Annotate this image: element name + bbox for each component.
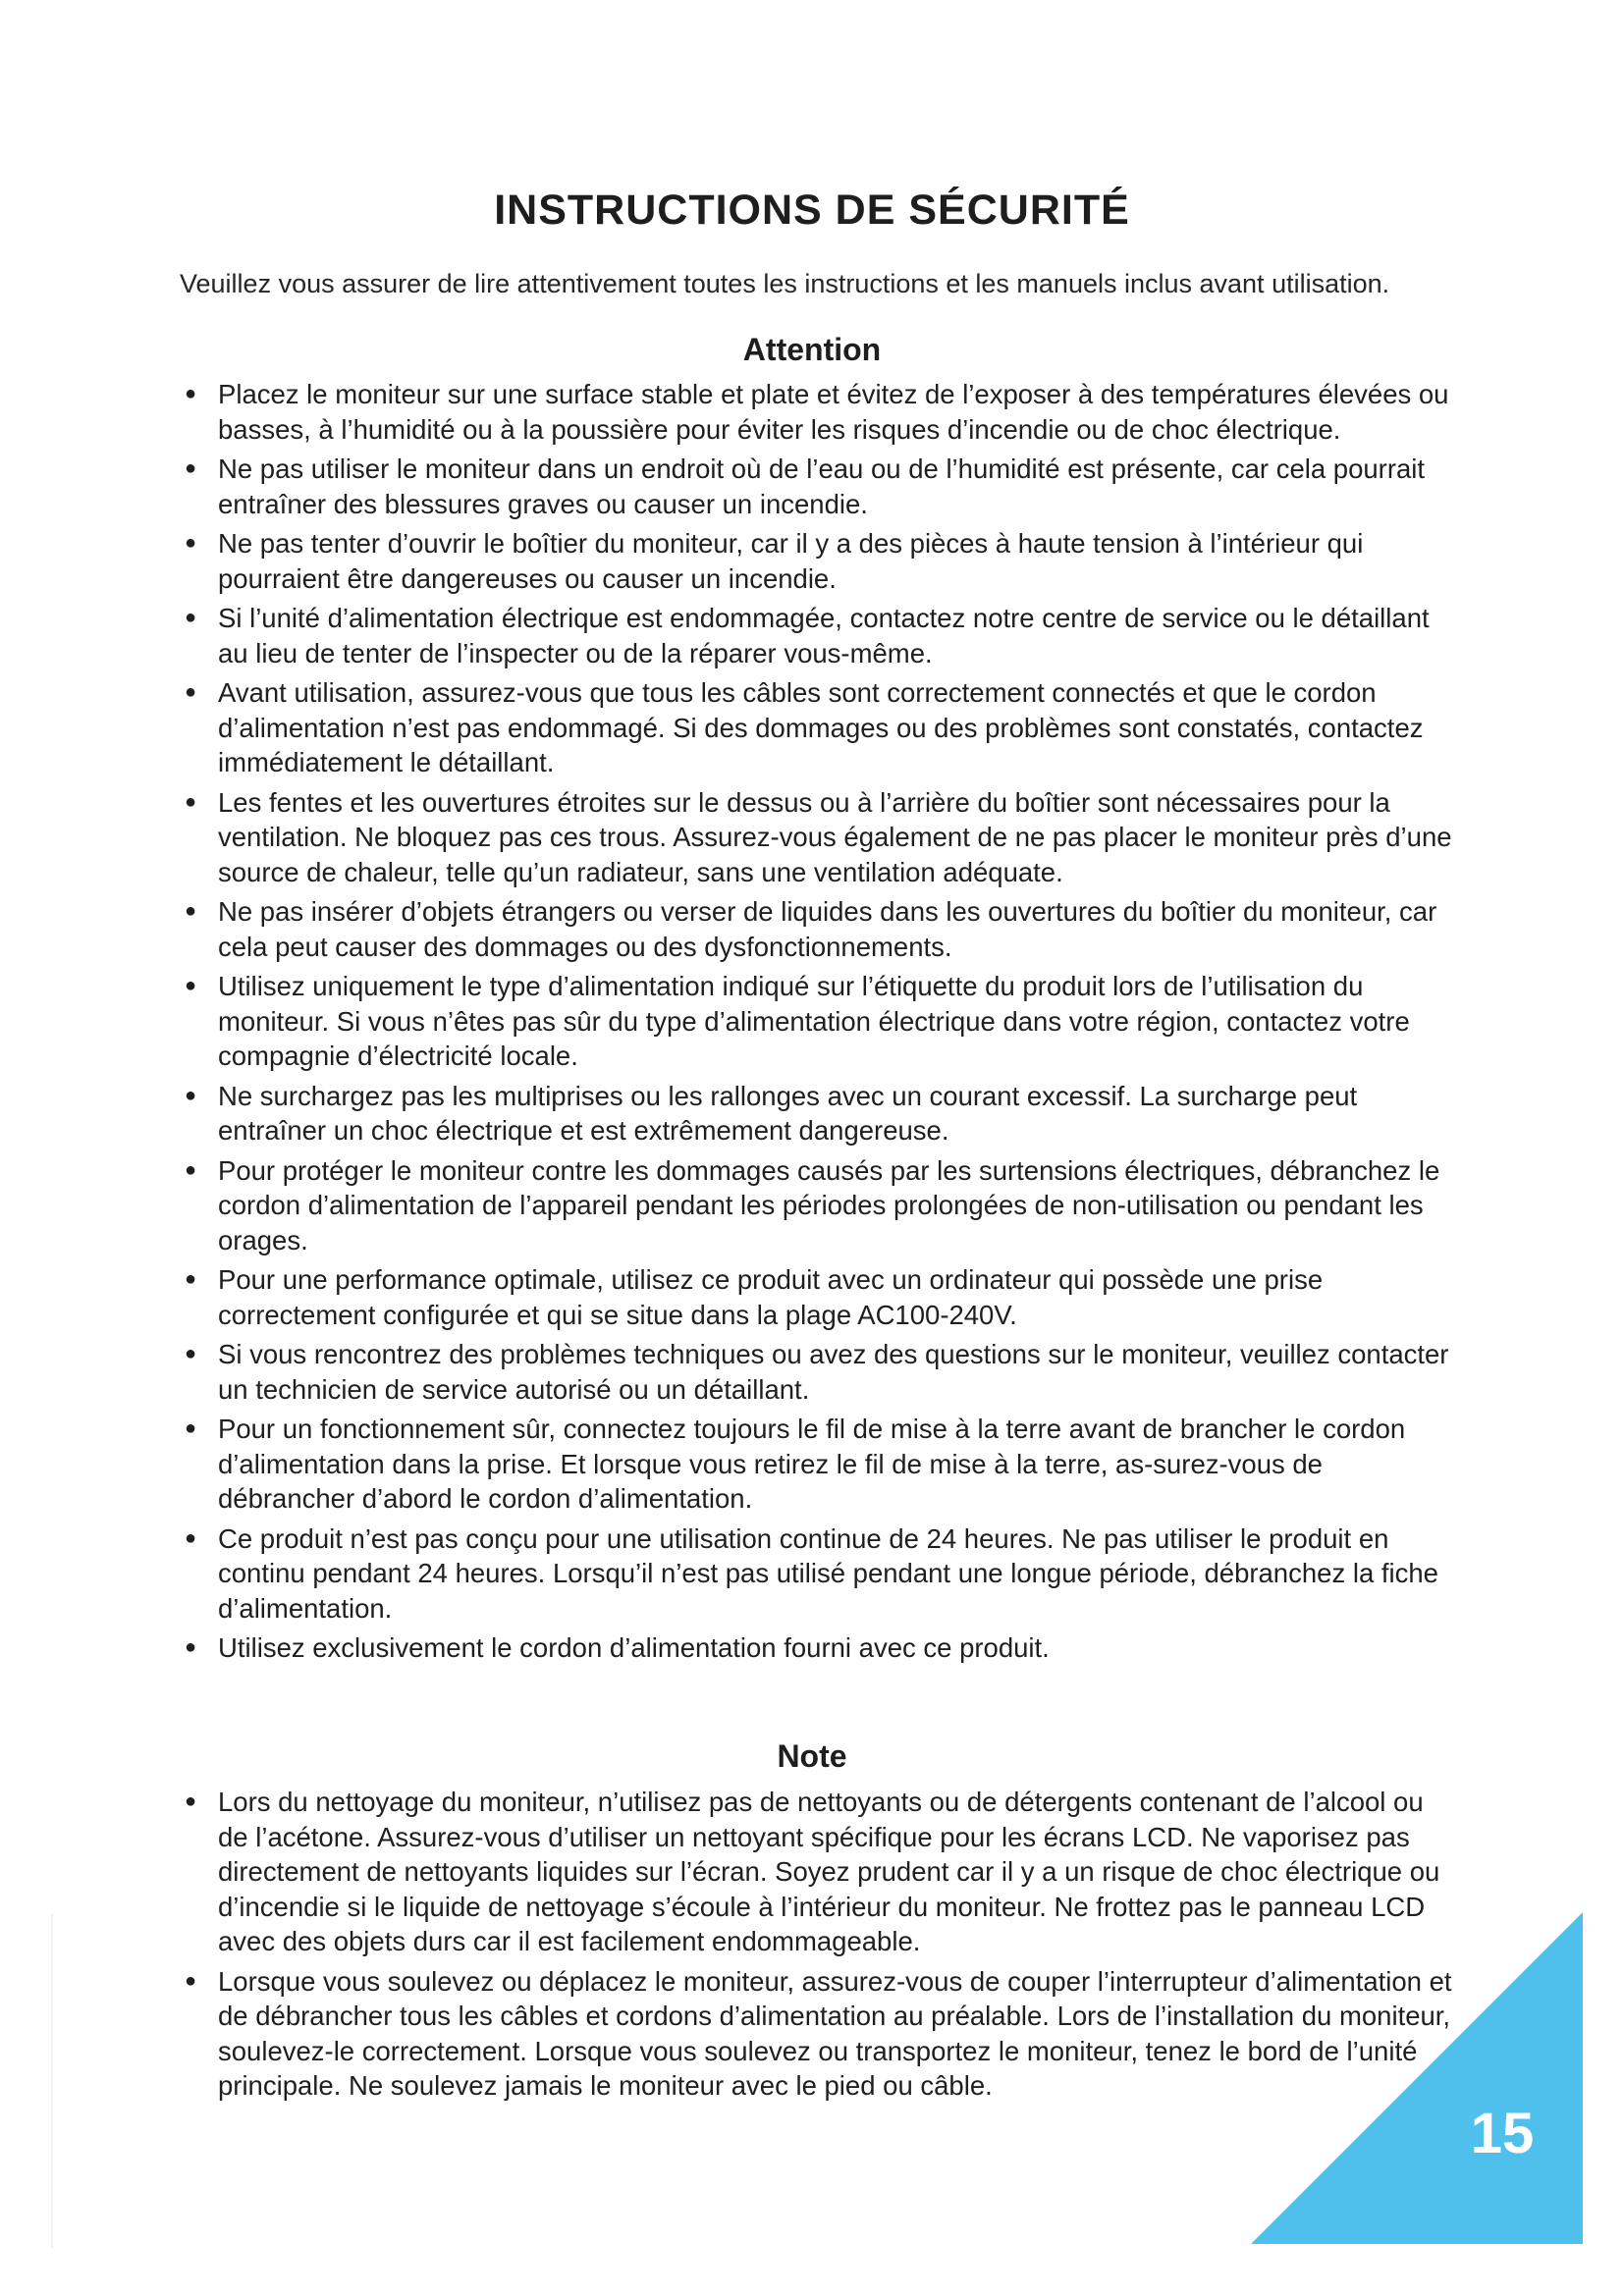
left-margin-rule: [51, 1914, 53, 2248]
list-item: ● Utilisez exclusivement le cordon d’alimentation fourni avec ce produit.: [179, 1630, 1455, 1666]
intro-text: Veuillez vous assurer de lire attentivement toutes les instructions et les manuels inclus avant utilisation.: [180, 269, 1390, 298]
bullet-icon: ●: [184, 790, 197, 813]
bullet-icon: ●: [184, 1526, 197, 1549]
list-item: ● Ne surchargez pas les multiprises ou les rallonges avec un courant excessif. La surcharge peut entraîner un choc électrique et est extrêmement dangereuse.: [179, 1079, 1455, 1148]
bullet-icon: ●: [184, 1084, 197, 1106]
list-item: ● Ne pas tenter d’ouvrir le boîtier du moniteur, car il y a des pièces à haute tension à l’intérieur qui pourraient être dangereuses ou causer un incendie.: [179, 526, 1455, 596]
bullet-icon: ●: [184, 1343, 197, 1364]
bullet-icon: ●: [184, 1417, 197, 1439]
corner-triangle: [1251, 1912, 1583, 2244]
note-heading: Note: [777, 1738, 847, 1774]
attention-heading: Attention: [742, 332, 882, 367]
bullet-icon: ●: [184, 1158, 197, 1181]
page-title: INSTRUCTIONS DE SÉCURITÉ: [494, 187, 1130, 234]
bullet-icon: ●: [184, 1790, 197, 1812]
bullet-icon: ●: [184, 532, 197, 554]
bullet-icon: ●: [184, 1636, 197, 1658]
list-item: ● Utilisez uniquement le type d’alimentation indiqué sur l’étiquette du produit lors de l’utilisation du moniteur. Si vous n’êtes pas sûr du type d’alimentation électrique dans votre région, contactez votre compagnie d’électricité locale.: [179, 969, 1455, 1074]
bullet-icon: ●: [184, 1969, 197, 1992]
list-item: ● Pour protéger le moniteur contre les dommages causés par les surtensions électriques, débranchez le cordon d’alimentation de l’appareil pendant les périodes prolongées de non-utilisation ou pendant les orages.: [179, 1153, 1455, 1258]
list-item: ● Ce produit n’est pas conçu pour une utilisation continue de 24 heures. Ne pas utiliser le produit en continu pendant 24 heures. Lorsqu’il n’est pas utilisé pendant une longue période, débranchez la fiche d’alimentation.: [179, 1522, 1455, 1627]
bullet-icon: ●: [184, 975, 197, 996]
list-item: ● Les fentes et les ouvertures étroites sur le dessus ou à l’arrière du boîtier sont nécessaires pour la ventilation. Ne bloquez pas ces trous. Assurez-vous également de ne pas placer le moniteur près d’une source de chaleur, telle qu’un radiateur, sans une ventilation adéquate.: [179, 785, 1455, 890]
bullet-icon: ●: [184, 1268, 197, 1290]
page-number: 15: [1470, 2102, 1535, 2165]
list-item: ● Placez le moniteur sur une surface stable et plate et évitez de l’exposer à des températures élevées ou basses, à l’humidité ou à la poussière pour éviter les risques d’incendie ou de choc électrique.: [179, 377, 1455, 447]
list-item: ● Ne pas utiliser le moniteur dans un endroit où de l’eau ou de l’humidité est présente, car cela pourrait entraîner des blessures graves ou causer un incendie.: [179, 452, 1455, 521]
bullet-icon: ●: [184, 457, 197, 479]
attention-list: [179, 377, 1455, 1666]
list-item: ● Avant utilisation, assurez-vous que tous les câbles sont correctement connectés et que le cordon d’alimentation n’est pas endommagé. Si des dommages ou des problèmes sont constatés, contactez immédiatement le détaillant.: [179, 675, 1455, 780]
list-item: ● Lorsque vous soulevez ou déplacez le moniteur, assurez-vous de couper l’interrupteur d’alimentation et de débrancher tous les câbles et cordons d’alimentation au préalable. Lors de l’installation du moniteur, soulevez-le correctement. Lorsque vous soulevez ou transportez le moniteur, tenez le bord de l’unité principale. Ne soulevez jamais le moniteur avec le pied ou câble.: [179, 1964, 1455, 2104]
bullet-icon: ●: [184, 900, 197, 922]
bullet-icon: ●: [184, 681, 197, 703]
list-item: ● Pour un fonctionnement sûr, connectez toujours le fil de mise à la terre avant de brancher le cordon d’alimentation dans la prise. Et lorsque vous retirez le fil de mise à la terre, as-surez-vous de débrancher d’abord le cordon d’alimentation.: [179, 1412, 1455, 1517]
list-item: ● Pour une performance optimale, utilisez ce produit avec un ordinateur qui possède une prise correctement configurée et qui se situe dans la plage AC100-240V.: [179, 1262, 1455, 1332]
bullet-icon: ●: [184, 383, 197, 404]
list-item: ● Ne pas insérer d’objets étrangers ou verser de liquides dans les ouvertures du boîtier du moniteur, car cela peut causer des dommages ou des dysfonctionnements.: [179, 894, 1455, 964]
list-item: ● Si vous rencontrez des problèmes techniques ou avez des questions sur le moniteur, veuillez contacter un technicien de service autorisé ou un détaillant.: [179, 1337, 1455, 1407]
list-item: ● Si l’unité d’alimentation électrique est endommagée, contactez notre centre de service ou le détaillant au lieu de tenter de l’inspecter ou de la réparer vous-même.: [179, 601, 1455, 670]
list-item: ● Lors du nettoyage du moniteur, n’utilisez pas de nettoyants ou de détergents contenant de l’alcool ou de l’acétone. Assurez-vous d’utiliser un nettoyant spécifique pour les écrans LCD. Ne vaporisez pas directement de nettoyants liquides sur l’écran. Soyez prudent car il y a un risque de choc électrique ou d’incendie si le liquide de nettoyage s’écoule à l’intérieur du moniteur. Ne frottez pas le panneau LCD avec des objets durs car il est facilement endommageable.: [179, 1785, 1455, 1959]
bullet-icon: ●: [184, 607, 197, 628]
